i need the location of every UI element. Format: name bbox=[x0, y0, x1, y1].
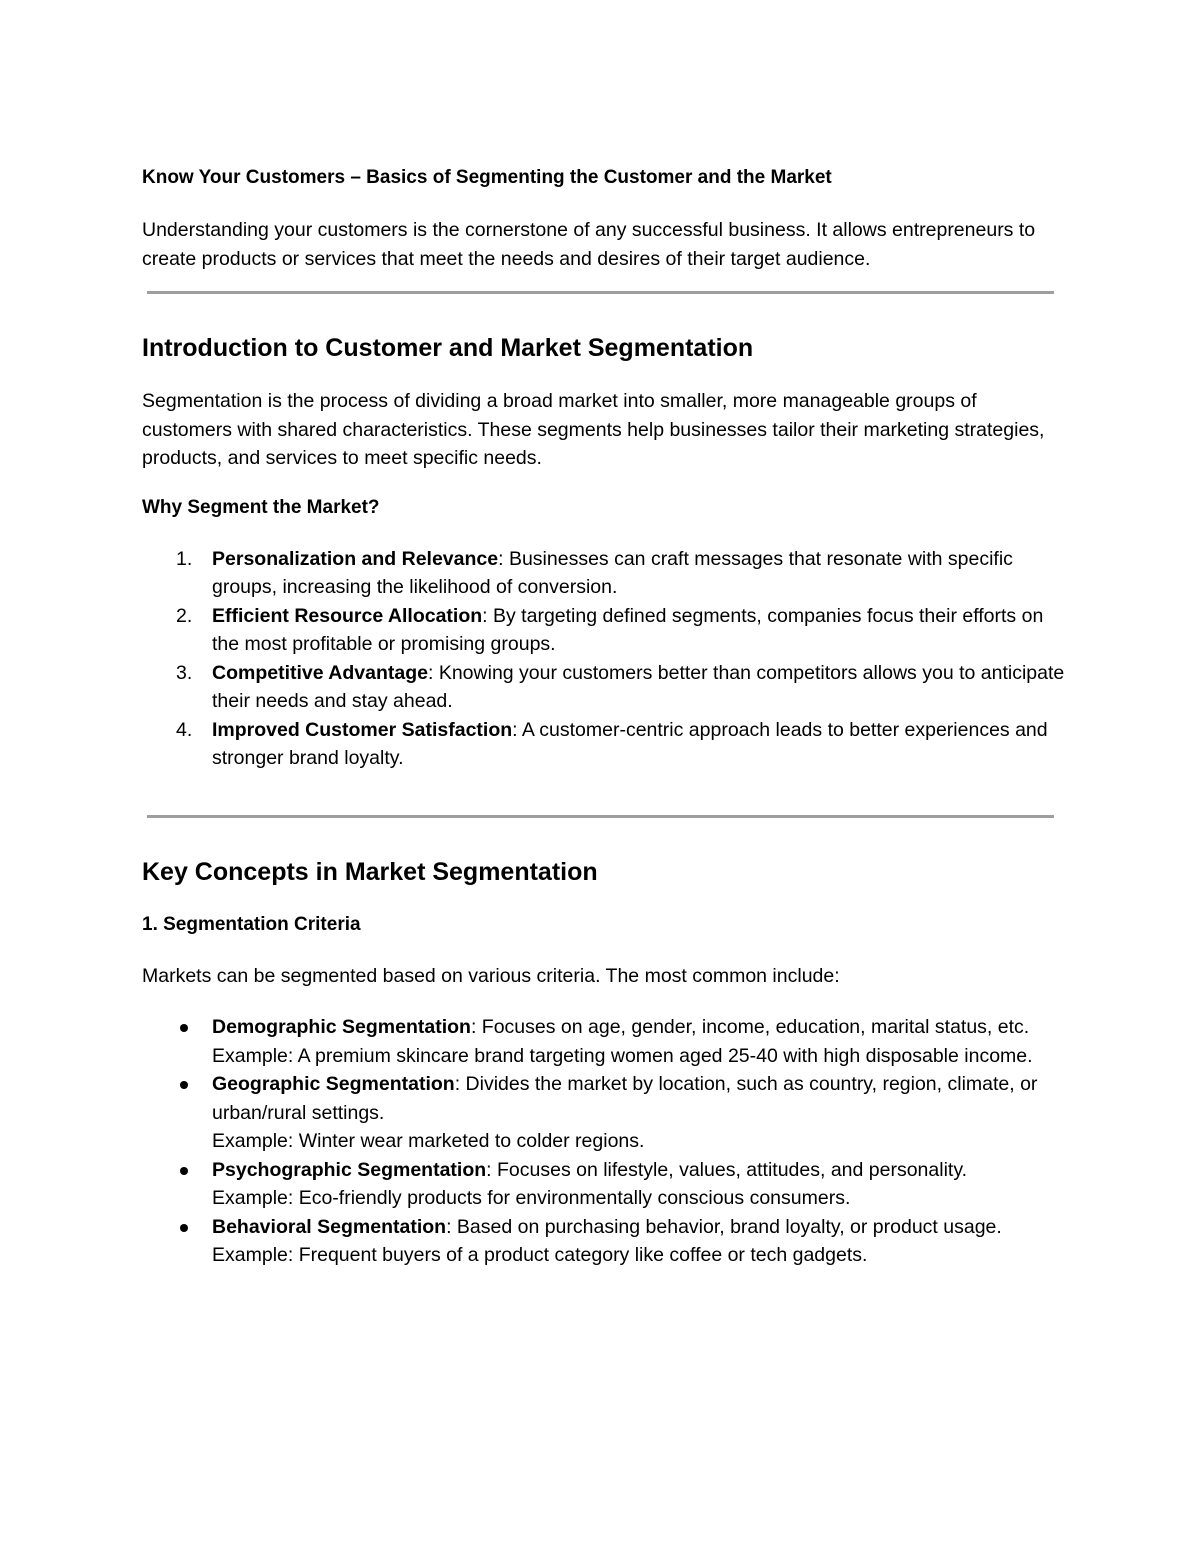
list-item-term: Psychographic Segmentation bbox=[212, 1158, 487, 1181]
document-page bbox=[142, 164, 1067, 1270]
criteria-intro-paragraph: Markets can be segmented based on various criteria. The most common include: bbox=[142, 964, 840, 987]
intro-paragraph: Understanding your customers is the cornerstone of any successful business. It allows entrepreneurs to create products or services that meet the needs and desires of their target audience. bbox=[142, 219, 1036, 270]
bullet-icon bbox=[180, 1224, 188, 1232]
list-item-text: : A customer-centric approach leads to better experiences and stronger brand loyalty. bbox=[212, 718, 1048, 769]
list-item-term: Demographic Segmentation bbox=[212, 1016, 471, 1038]
list-item-term: Improved Customer Satisfaction bbox=[212, 718, 513, 741]
subheading-segmentation-criteria: 1. Segmentation Criteria bbox=[142, 913, 361, 935]
bullet-icon bbox=[180, 1081, 188, 1089]
list-item-text: : Focuses on age, gender, income, education, marital status, etc. bbox=[470, 1016, 1030, 1038]
list-item-example: Example: A premium skincare brand targeting women aged 25-40 with high disposable income. bbox=[212, 1044, 1033, 1067]
section-heading-key-concepts: Key Concepts in Market Segmentation bbox=[142, 857, 598, 886]
list-item-term: Competitive Advantage bbox=[212, 661, 428, 684]
segmentation-definition-paragraph: Segmentation is the process of dividing a broad market into smaller, more manageable groups of customers with shared characteristics. These segments help businesses tailor their marketing strategies, products, and services to meet specific needs. bbox=[142, 390, 1045, 469]
bullet-icon bbox=[180, 1024, 188, 1032]
list-item bbox=[142, 659, 1067, 716]
list-item-text: : Divides the market by location, such as country, region, climate, or urban/rural settings. bbox=[212, 1073, 1038, 1124]
list-item bbox=[142, 1070, 1067, 1156]
list-item-example: Example: Frequent buyers of a product category like coffee or tech gadgets. bbox=[212, 1244, 868, 1266]
list-item bbox=[142, 1213, 1067, 1270]
reasons-list bbox=[142, 545, 1067, 773]
list-item-term: Geographic Segmentation bbox=[212, 1073, 455, 1095]
list-item-example: Example: Winter wear marketed to colder regions. bbox=[212, 1130, 645, 1152]
list-item-term: Efficient Resource Allocation bbox=[212, 604, 483, 627]
list-number: 3. bbox=[176, 661, 193, 684]
list-item bbox=[142, 716, 1067, 773]
list-item bbox=[142, 602, 1067, 659]
bullet-icon bbox=[180, 1167, 188, 1175]
criteria-list bbox=[142, 1013, 1067, 1270]
list-number: 1. bbox=[176, 547, 193, 570]
section-heading-introduction: Introduction to Customer and Market Segmentation bbox=[142, 334, 754, 362]
list-number: 4. bbox=[176, 718, 193, 741]
list-item-text: : Based on purchasing behavior, brand loyalty, or product usage. bbox=[446, 1215, 1002, 1238]
list-item-text: : Focuses on lifestyle, values, attitudes, and personality. bbox=[486, 1158, 968, 1181]
list-item bbox=[142, 545, 1067, 602]
list-item-term: Personalization and Relevance bbox=[212, 547, 499, 570]
list-item bbox=[142, 1156, 1067, 1213]
list-item-text: : Businesses can craft messages that resonate with specific groups, increasing the likelihood of conversion. bbox=[212, 547, 1013, 598]
document-title: Know Your Customers – Basics of Segmenting the Customer and the Market bbox=[142, 167, 832, 188]
subheading-why-segment: Why Segment the Market? bbox=[142, 496, 380, 518]
horizontal-divider bbox=[147, 815, 1054, 818]
horizontal-divider bbox=[147, 291, 1054, 294]
list-item-text: : By targeting defined segments, companies focus their efforts on the most profitable or promising groups. bbox=[212, 604, 1044, 655]
list-item-example: Example: Eco-friendly products for environmentally conscious consumers. bbox=[212, 1187, 851, 1209]
list-item-text: : Knowing your customers better than competitors allows you to anticipate their needs and stay ahead. bbox=[212, 661, 1065, 712]
list-number: 2. bbox=[176, 604, 193, 627]
list-item bbox=[142, 1013, 1067, 1070]
list-item-term: Behavioral Segmentation bbox=[212, 1215, 447, 1238]
